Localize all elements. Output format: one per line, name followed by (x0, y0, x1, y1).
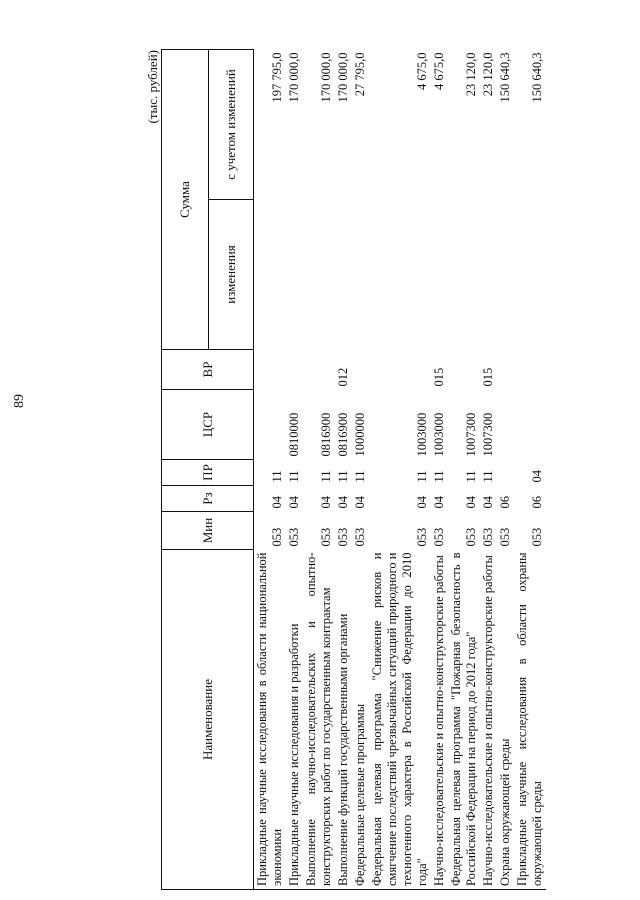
row-min: 053 (336, 527, 350, 547)
row-total: 4 675,0 (415, 52, 429, 90)
header-sum: Сумма (162, 50, 209, 350)
row-vr (286, 350, 303, 390)
row-csr: 0810000 (287, 412, 301, 457)
row-csr (254, 390, 287, 460)
row-name: Федеральная целевая программа "Снижение рисков и смягчение последствий чрезвычайных ситуаций природного и техногенного характера в Российской Федерации до 2010 года" (369, 550, 431, 890)
row-total: 170 000,0 (287, 52, 301, 103)
header-csr: ЦСР (162, 390, 254, 460)
row-min: 053 (415, 527, 429, 547)
row-change (369, 200, 431, 350)
page-number: 89 (12, 394, 27, 408)
row-total: 150 640,3 (498, 52, 512, 103)
row-pr: 11 (336, 470, 350, 483)
row-name: Научно-исследовательские и опытно-конструкторские работы (480, 550, 497, 890)
row-change (497, 200, 514, 350)
header-with-changes: с учетом изменений (209, 50, 254, 200)
row-rz: 04 (415, 496, 429, 509)
row-total: 27 795,0 (353, 52, 367, 97)
rotated-budget-page (145, 50, 595, 890)
row-rz: 04 (464, 496, 478, 509)
table-row (352, 50, 369, 890)
row-name: Охрана окружающей среды (497, 550, 514, 890)
row-vr (448, 350, 480, 390)
row-change (514, 200, 546, 350)
row-pr: 11 (415, 470, 429, 483)
budget-table (161, 49, 546, 890)
row-total: 170 000,0 (336, 52, 350, 103)
row-min: 053 (481, 527, 495, 547)
row-pr: 11 (432, 470, 446, 483)
row-rz: 04 (432, 496, 446, 509)
row-rz: 04 (287, 496, 301, 509)
row-pr: 11 (464, 470, 478, 483)
row-csr: 1000000 (353, 412, 367, 457)
row-min: 053 (464, 527, 478, 547)
row-csr: 0816900 (336, 412, 350, 457)
row-vr (514, 350, 546, 390)
row-rz: 04 (481, 496, 495, 509)
table-row (448, 50, 480, 890)
row-csr (497, 390, 514, 460)
row-pr: 11 (270, 470, 284, 483)
row-total: 197 795,0 (270, 52, 284, 103)
row-csr (514, 390, 546, 460)
header-rz: Рз (162, 486, 254, 512)
row-vr (497, 350, 514, 390)
row-min: 053 (530, 527, 544, 547)
row-csr: 1003000 (432, 412, 446, 457)
row-name: Научно-исследовательские и опытно-конструкторские работы (431, 550, 448, 890)
row-change (352, 200, 369, 350)
row-change (254, 200, 287, 350)
row-vr (352, 350, 369, 390)
table-row (303, 50, 335, 890)
header-vr: ВР (162, 350, 254, 390)
table-row (497, 50, 514, 890)
header-min: Мин (162, 512, 254, 550)
row-rz: 06 (498, 496, 512, 509)
header-pr: ПР (162, 460, 254, 486)
row-pr: 04 (530, 470, 544, 483)
row-pr (497, 460, 514, 486)
row-name: Прикладные научные исследования и разработки (286, 550, 303, 890)
row-pr: 11 (353, 470, 367, 483)
row-pr: 11 (287, 470, 301, 483)
row-change (431, 200, 448, 350)
row-name: Прикладные научные исследования в области охраны окружающей среды (514, 550, 546, 890)
row-csr: 0816900 (319, 412, 333, 457)
row-vr: 015 (481, 367, 495, 387)
row-csr: 1003000 (415, 412, 429, 457)
units-label: (тыс. рублей) (145, 50, 160, 124)
row-rz: 04 (336, 496, 350, 509)
row-pr: 11 (481, 470, 495, 483)
header-change: изменения (209, 200, 254, 350)
row-rz: 06 (530, 496, 544, 509)
row-name: Федеральные целевые программы (352, 550, 369, 890)
row-min: 053 (319, 527, 333, 547)
row-csr: 1007300 (481, 412, 495, 457)
row-pr: 11 (319, 470, 333, 483)
row-change (480, 200, 497, 350)
row-name: Федеральная целевая программа "Пожарная безопасность в Российской Федерации на период до 2012 года" (448, 550, 480, 890)
table-row (431, 50, 448, 890)
table-row (514, 50, 546, 890)
row-change (286, 200, 303, 350)
row-name: Прикладные научные исследования в области национальной экономики (254, 550, 287, 890)
row-change (335, 200, 352, 350)
row-vr (369, 350, 431, 390)
row-total: 23 120,0 (464, 52, 478, 97)
table-row (369, 50, 431, 890)
row-min: 053 (353, 527, 367, 547)
row-total: 4 675,0 (432, 52, 446, 90)
row-name: Выполнение научно-исследовательских и опытно-конструкторских работ по государственным контрактам (303, 550, 335, 890)
table-row (286, 50, 303, 890)
row-rz: 04 (319, 496, 333, 509)
row-total: 150 640,3 (530, 52, 544, 103)
row-vr: 015 (432, 367, 446, 387)
row-min: 053 (287, 527, 301, 547)
row-min: 053 (432, 527, 446, 547)
row-min: 053 (270, 527, 284, 547)
table-row (254, 50, 287, 890)
row-total: 23 120,0 (481, 52, 495, 97)
row-total: 170 000,0 (319, 52, 333, 103)
row-vr: 012 (336, 367, 350, 387)
row-vr (254, 350, 287, 390)
row-change (448, 200, 480, 350)
row-name: Выполнение функций государственными органами (335, 550, 352, 890)
table-row (480, 50, 497, 890)
row-rz: 04 (353, 496, 367, 509)
table-header (162, 50, 254, 890)
row-csr: 1007300 (464, 412, 478, 457)
row-rz: 04 (270, 496, 284, 509)
row-min: 053 (498, 527, 512, 547)
row-vr (303, 350, 335, 390)
table-body (254, 50, 547, 890)
row-change (303, 200, 335, 350)
table-row (335, 50, 352, 890)
header-name: Наименование (162, 550, 254, 890)
